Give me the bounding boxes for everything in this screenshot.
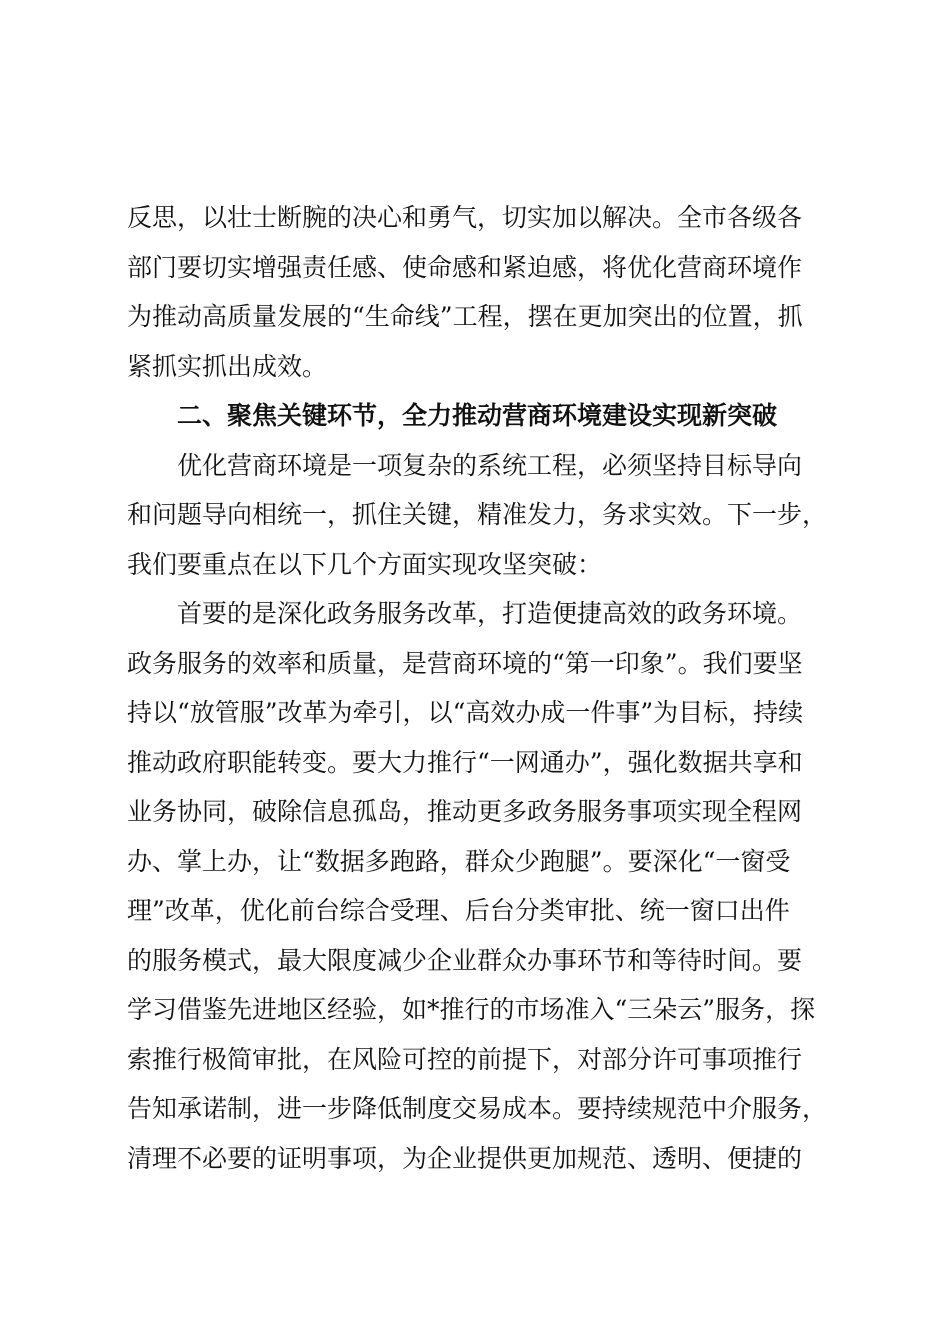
paragraph-line: 反思，以壮士断腕的决心和勇气，切实加以解决。全市各级各 [127, 203, 803, 232]
paragraph-line: 清理不必要的证明事项，为企业提供更加规范、透明、便捷的 [127, 1143, 803, 1173]
paragraph-line: 持以“放管服”改革为牵引，以“高效办成一件事”为目标，持续 [127, 698, 804, 727]
paragraph-line: 推动政府职能转变。要大力推行“一网通办”，强化数据共享和 [127, 747, 803, 777]
section-heading: 二、聚焦关键环节，全力推动营商环境建设实现新突破 [177, 401, 778, 430]
paragraph-line: 业务协同，破除信息孤岛，推动更多政务服务事项实现全程网 [127, 797, 803, 826]
paragraph-line: 优化营商环境是一项复杂的系统工程，必须坚持目标导向 [177, 450, 803, 480]
paragraph-line: 首要的是深化政务服务改革，打造便捷高效的政务环境。 [177, 599, 803, 628]
paragraph-line: 理”改革，优化前台综合受理、后台分类审批、统一窗口出件 [127, 896, 790, 925]
paragraph-line: 告知承诺制，进一步降低制度交易成本。要持续规范中介服务， [127, 1094, 828, 1123]
paragraph-line: 为推动高质量发展的“生命线”工程，摆在更加突出的位置，抓 [127, 302, 803, 331]
paragraph-line: 紧抓实抓出成效。 [127, 351, 328, 381]
paragraph-line: 我们要重点在以下几个方面实现攻坚突破： [127, 549, 603, 579]
paragraph-line: 的服务模式，最大限度减少企业群众办事环节和等待时间。要 [127, 945, 803, 975]
paragraph-line: 政务服务的效率和质量，是营商环境的“第一印象”。我们要坚 [127, 648, 803, 678]
paragraph-line: 学习借鉴先进地区经验，如*推行的市场准入“三朵云”服务，探 [127, 995, 816, 1024]
document-body [127, 193, 827, 1183]
paragraph-line: 和问题导向相统一，抓住关键，精准发力，务求实效。下一步， [127, 500, 828, 529]
paragraph-line: 部门要切实增强责任感、使命感和紧迫感，将优化营商环境作 [127, 252, 803, 282]
paragraph-line: 办、掌上办，让“数据多跑路，群众少跑腿”。要深化“一窗受 [127, 846, 791, 876]
paragraph-line: 索推行极简审批，在风险可控的前提下，对部分许可事项推行 [127, 1044, 803, 1074]
